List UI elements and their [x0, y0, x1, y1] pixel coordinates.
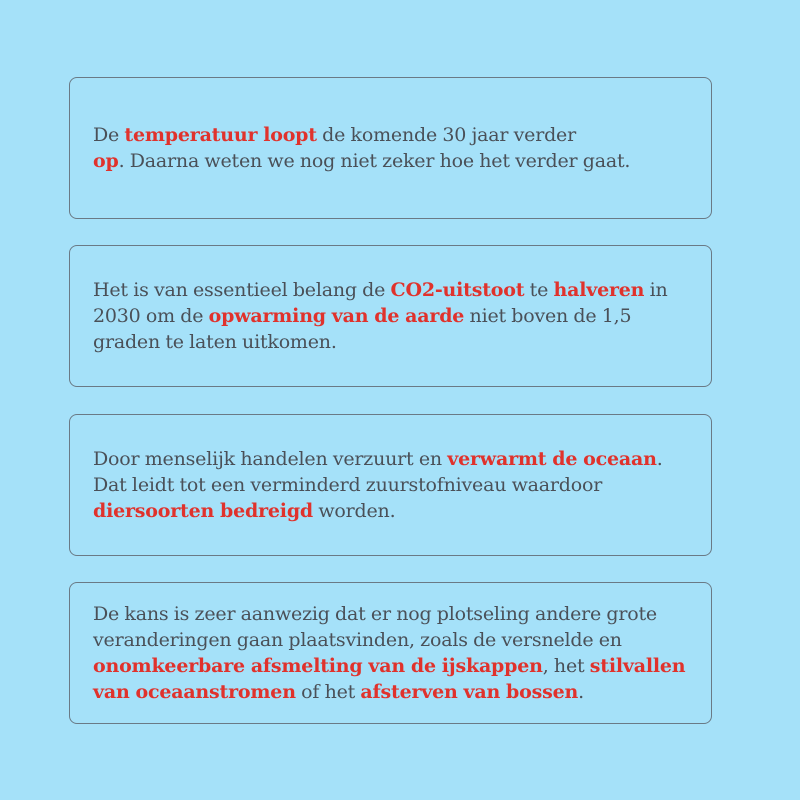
highlighted-phrase: CO2-uitstoot: [390, 279, 525, 301]
highlighted-phrase: halveren: [553, 279, 645, 301]
text-segment: De kans is zeer aanwezig dat er nog plotseling andere grote veranderingen gaan plaatsvinden, zoals de versnelde en: [93, 603, 657, 651]
text-segment: Daarna weten we nog niet zeker hoe het verder gaat.: [124, 150, 631, 172]
highlighted-phrase: verwarmt de oceaan: [447, 448, 657, 470]
info-card-co2: [69, 245, 712, 387]
info-card-temperature: [69, 77, 712, 219]
highlighted-phrase: onomkeerbare afsmelting van de ijskappen: [93, 655, 543, 677]
highlighted-phrase: afsterven van bossen: [360, 681, 579, 703]
text-segment: De: [93, 124, 125, 146]
text-segment: te: [524, 279, 554, 301]
text-segment: , het: [542, 655, 590, 677]
text-segment: . Dat leidt tot een verminderd zuurstofniveau waardoor: [93, 448, 663, 496]
text-segment: .: [118, 150, 125, 172]
text-segment: .: [578, 681, 584, 703]
text-segment: in 2030 om de: [93, 279, 668, 327]
highlighted-phrase: op: [93, 150, 119, 172]
text-segment: de komende 30 jaar verder: [316, 124, 576, 146]
card-text: [70, 122, 711, 174]
card-text: [70, 601, 711, 705]
info-card-ocean: [69, 414, 712, 556]
card-text: [70, 446, 711, 524]
highlighted-phrase: opwarming van de aarde: [208, 305, 465, 327]
highlighted-phrase: stilvallen van oceaanstromen: [93, 655, 686, 703]
highlighted-phrase: temperatuur loopt: [124, 124, 317, 146]
text-segment: niet boven de 1,5 graden te laten uitkomen.: [93, 305, 632, 353]
text-segment: of het: [295, 681, 361, 703]
info-card-tipping-points: [69, 582, 712, 724]
text-segment: Het is van essentieel belang de: [93, 279, 391, 301]
highlighted-phrase: diersoorten bedreigd: [93, 500, 313, 522]
text-segment: Door menselijk handelen verzuurt en: [93, 448, 448, 470]
text-segment: worden.: [313, 500, 396, 522]
card-text: [70, 277, 711, 355]
